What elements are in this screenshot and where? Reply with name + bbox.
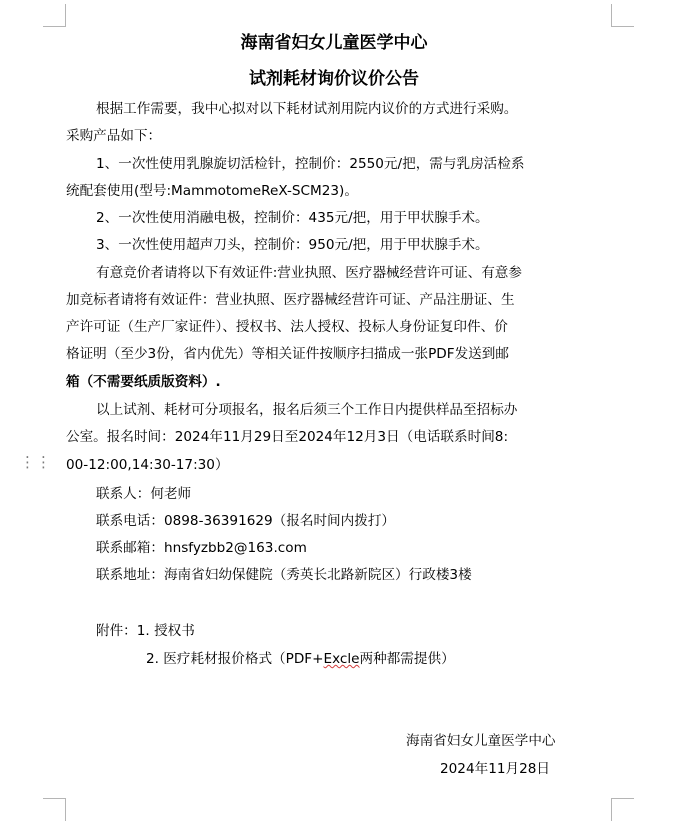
contact-email: 联系邮箱：hnsfyzbb2@163.com (96, 540, 307, 556)
product-item-1-line: 统配套使用(型号:MammotomeReX-SCM23)。 (66, 183, 358, 199)
document-title: 海南省妇女儿童医学中心 (240, 33, 428, 53)
attachment-2 (146, 649, 455, 669)
crop-mark-top-right (611, 4, 634, 27)
signature-organization: 海南省妇女儿童医学中心 (406, 733, 556, 749)
document-subtitle: 试剂耗材询价议价公告 (249, 69, 419, 89)
attachment-1: 附件：1. 授权书 (96, 623, 195, 639)
spellcheck-flagged-word: Excle (323, 651, 360, 667)
requirements-line-emphasis: 箱（不需要纸质版资料）. (66, 374, 221, 390)
requirements-line: 格证明（至少3份，省内优先）等相关证件按顺序扫描成一张PDF发送到邮 (66, 346, 509, 362)
registration-note-line: 公室。报名时间：2024年11月29日至2024年12月3日（电话联系时间8: (66, 429, 509, 445)
requirements-line: 有意竞价者请将以下有效证件:营业执照、医疗器械经营许可证、有意参 (96, 265, 522, 281)
requirements-line: 产许可证（生产厂家证件）、授权书、法人授权、投标人身份证复印件、价 (66, 319, 508, 335)
contact-person: 联系人：何老师 (96, 486, 192, 502)
contact-address: 联系地址：海南省妇幼保健院（秀英长北路新院区）行政楼3楼 (96, 567, 472, 583)
crop-mark-top-left (43, 4, 66, 27)
registration-note-line: 00-12:00,14:30-17:30） (66, 457, 229, 473)
drag-handle-icon[interactable] (20, 453, 52, 478)
requirements-line: 加竞标者请将有效证件：营业执照、医疗器械经营许可证、产品注册证、生 (66, 292, 515, 308)
signature-date: 2024年11月28日 (440, 761, 550, 777)
product-item-2: 2、一次性使用消融电极，控制价：435元/把，用于甲状腺手术。 (96, 210, 489, 226)
intro-paragraph-line: 根据工作需要，我中心拟对以下耗材试剂用院内议价的方式进行采购。 (96, 101, 518, 117)
contact-phone: 联系电话：0898-36391629（报名时间内拨打） (96, 513, 396, 529)
crop-mark-bottom-right (611, 798, 634, 821)
intro-paragraph-line: 采购产品如下： (66, 128, 162, 144)
attachment-2-suffix: 两种都需提供） (359, 651, 455, 667)
crop-mark-bottom-left (43, 798, 66, 821)
drag-handle-dots-row: ⋮⋮ (20, 453, 52, 471)
product-item-3: 3、一次性使用超声刀头，控制价：950元/把，用于甲状腺手术。 (96, 237, 489, 253)
product-item-1-line: 1、一次性使用乳腺旋切活检针，控制价：2550元/把，需与乳房活检系 (96, 156, 525, 172)
attachment-2-prefix: 2. 医疗耗材报价格式（PDF+ (146, 651, 324, 667)
registration-note-line: 以上试剂、耗材可分项报名，报名后须三个工作日内提供样品至招标办 (96, 402, 518, 418)
